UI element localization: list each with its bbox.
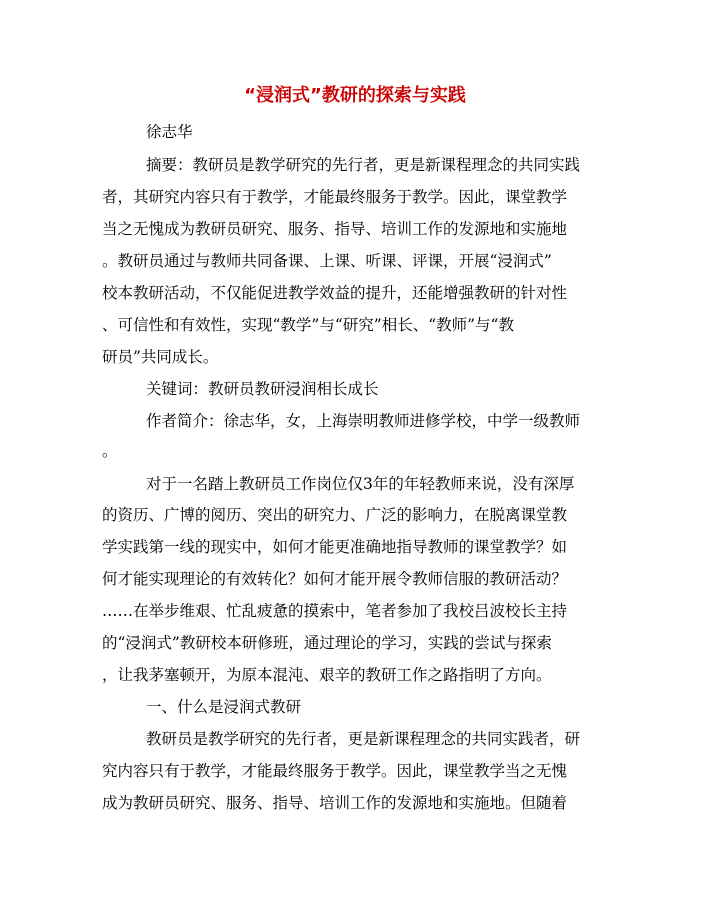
abstract-line: 摘要：教研员是教学研究的先行者，更是新课程理念的共同实践: [146, 156, 581, 174]
body-line: 学实践第一线的现实中，如何才能更准确地指导教师的课堂教学？如: [102, 538, 568, 556]
author-bio-line: 作者简介：徐志华，女，上海崇明教师进修学校，中学一级教师: [146, 412, 581, 430]
document-title: “浸润式”教研的探索与实践: [244, 85, 466, 106]
abstract-line: 。教研员通过与教师共同备课、上课、听课、评课，开展“浸润式”: [102, 252, 552, 270]
body-line: 对于一名踏上教研员工作岗位仅3年的年轻教师来说，没有深厚: [146, 475, 575, 493]
body-line: ……在举步维艰、忙乱疲惫的摸索中，笔者参加了我校吕波校长主持: [102, 602, 568, 620]
abstract-line: 研员”共同成长。: [102, 348, 219, 366]
author-bio-line: 。: [102, 442, 118, 460]
section-heading: 一、什么是浸润式教研: [146, 698, 302, 716]
body-line: 的资历、广博的阅历、突出的研究力、广泛的影响力，在脱离课堂教: [102, 506, 568, 524]
body-line: ，让我茅塞顿开，为原本混沌、艰辛的教研工作之路指明了方向。: [102, 666, 552, 684]
abstract-line: 当之无愧成为教研员研究、服务、指导、培训工作的发源地和实施地: [102, 220, 568, 238]
keywords-line: 关键词：教研员教研浸润相长成长: [146, 380, 379, 398]
body-line: 的“浸润式”教研校本研修班，通过理论的学习，实践的尝试与探索: [102, 634, 552, 652]
abstract-line: 者，其研究内容只有于教学，才能最终服务于教学。因此，课堂教学: [102, 188, 568, 206]
body-line: 究内容只有于教学，才能最终服务于教学。因此，课堂教学当之无愧: [102, 762, 568, 780]
abstract-line: 校本教研活动，不仅能促进教学效益的提升，还能增强教研的针对性: [102, 284, 568, 302]
body-line: 成为教研员研究、服务、指导、培训工作的发源地和实施地。但随着: [102, 794, 568, 812]
author-line: 徐志华: [146, 123, 193, 141]
abstract-line: 、可信性和有效性，实现“教学”与“研究”相长、“教师”与“教: [102, 316, 514, 334]
body-line: 教研员是教学研究的先行者，更是新课程理念的共同实践者，研: [146, 730, 581, 748]
body-line: 何才能实现理论的有效转化？如何才能开展令教师信服的教研活动？: [102, 570, 568, 588]
